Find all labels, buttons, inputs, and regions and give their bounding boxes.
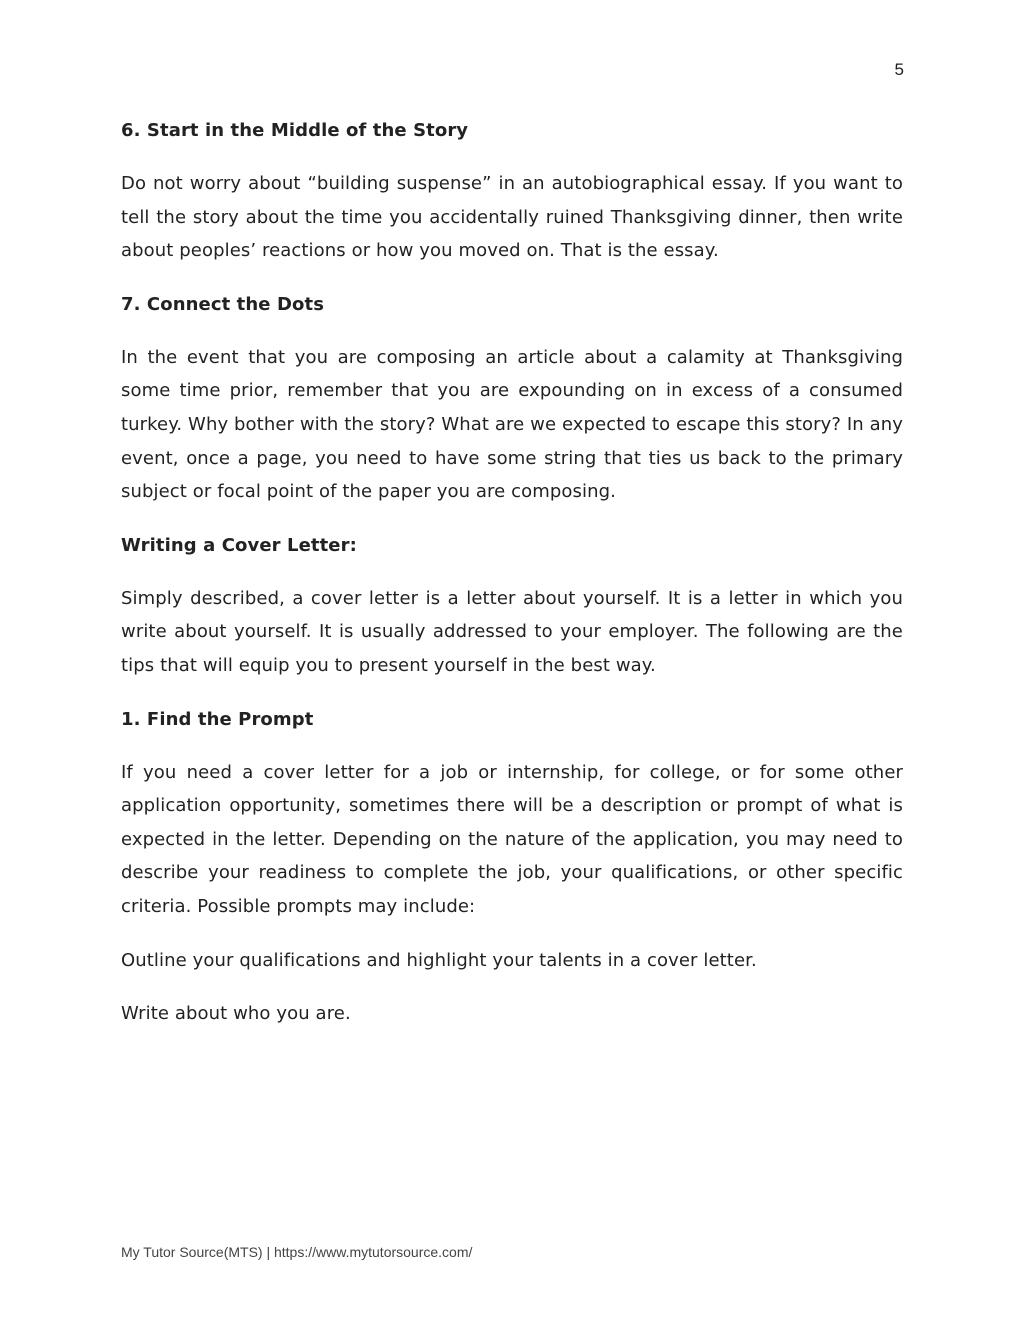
paragraph: If you need a cover letter for a job or internship, for college, or for some other application opportunity, sometimes there will be a description or prompt of what is expected in the letter. Depending on the nature of the application, you may need to describe your readiness to complete the job, your qualifications, or other specific criteria. Possible prompts may include: — [121, 761, 903, 917]
paragraph: Write about who you are. — [121, 1003, 351, 1025]
page-footer: My Tutor Source(MTS) | https://www.mytutorsource.com/ — [121, 1244, 473, 1260]
paragraph: Outline your qualifications and highlight your talents in a cover letter. — [121, 949, 757, 971]
section-heading-find-prompt: 1. Find the Prompt — [121, 708, 314, 730]
paragraph: Do not worry about “building suspense” in an autobiographical essay. If you want to tell the story about the time you accidentally ruined Thanksgiving dinner, then write about peoples’ reactions or how you moved on. That is the essay. — [121, 173, 903, 262]
page-number: 5 — [894, 60, 904, 79]
section-heading-cover-letter: Writing a Cover Letter: — [121, 534, 357, 556]
paragraph: Simply described, a cover letter is a letter about yourself. It is a letter in which you write about yourself. It is usually addressed to your employer. The following are the tips that will equip you to present yourself in the best way. — [121, 587, 903, 676]
document-body — [121, 114, 903, 1051]
paragraph: In the event that you are composing an article about a calamity at Thanksgiving some time prior, remember that you are expounding on in excess of a consumed turkey. Why bother with the story? What are we expected to escape this story? In any event, once a page, you need to have some string that ties us back to the primary subject or focal point of the paper you are composing. — [121, 346, 903, 503]
section-heading-start-in-middle: 6. Start in the Middle of the Story — [121, 120, 469, 141]
section-heading-connect-dots: 7. Connect the Dots — [121, 293, 325, 315]
